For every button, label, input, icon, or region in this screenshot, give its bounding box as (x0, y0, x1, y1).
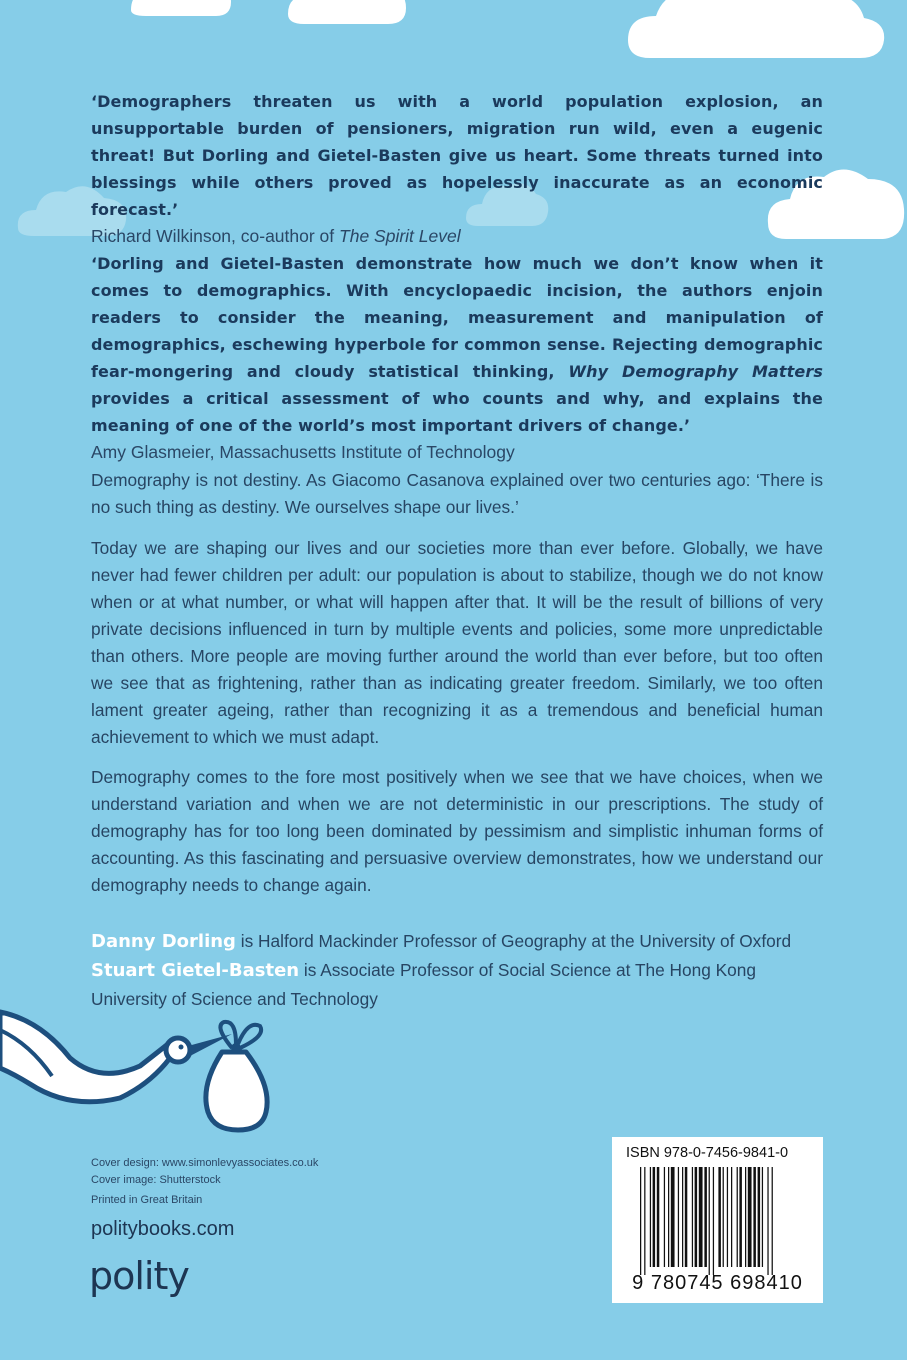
cloud-top-right (620, 0, 890, 62)
barcode-bar (653, 1167, 656, 1267)
barcode-bar (685, 1167, 688, 1267)
barcode-bar (758, 1167, 761, 1267)
barcode-bar (699, 1167, 703, 1267)
cover-design-credit: Cover design: www.simonlevyassociates.co.uk (91, 1157, 319, 1169)
author-name: Stuart Gietel-Basten (91, 960, 300, 981)
barcode-bar (737, 1167, 738, 1267)
barcode-bar (668, 1167, 669, 1267)
barcode-bar (753, 1167, 756, 1267)
barcode-bar (640, 1167, 641, 1275)
barcode-bar (748, 1167, 752, 1267)
description-paragraph-1: Demography is not destiny. As Giacomo Casanova explained over two centuries ago: ‘There is no such thing as destiny. We ourselves shape our lives.’ (91, 470, 823, 517)
barcode-bar (709, 1167, 710, 1275)
barcode-bar (664, 1167, 665, 1267)
barcode-bar (682, 1167, 683, 1267)
isbn-label: ISBN 978-0-7456-9841-0 (626, 1145, 789, 1161)
barcode-bar (678, 1167, 679, 1267)
quote-glasmeier (91, 250, 823, 465)
barcode-bar (692, 1167, 693, 1267)
description-3 (91, 764, 823, 899)
barcode-bar (695, 1167, 698, 1267)
description-paragraph-3: Demography comes to the fore most positively when we see that we have choices, when we understand variation and when we are not deterministic in our prescriptions. The study of demography has for too long been dominated by pessimism and simplistic inhuman forms of accounting. As this fascinating and persuasive overview demonstrates, how we understand our demography needs to change again. (91, 767, 823, 895)
publisher-website: politybooks.com (91, 1218, 235, 1240)
isbn-barcode (612, 1137, 823, 1303)
quote-text: ‘Dorling and Gietel-Basten demonstrate how much we don’t know when it comes to demographics. With encyclopaedic incision, the authors enjoin readers to consider the meaning, measurement and manipulation of demographics, eschewing hyperbole for common sense. Rejecting demographic fear-mongering and cloudy statistical thinking, Why Demography Matters provides a critical assessment of who counts and why, and explains the meaning of one of the world’s most important drivers of change.’ (91, 254, 823, 435)
quote-attribution: Amy Glasmeier, Massachusetts Institute of Technology (91, 442, 515, 462)
author-name: Danny Dorling (91, 931, 236, 952)
barcode-bar (739, 1167, 742, 1267)
cloud-top-middle (282, 0, 412, 28)
isbn-digits: 9 780745 698410 (632, 1272, 803, 1294)
author-bio-dorling: Danny Dorling is Halford Mackinder Professor of Geography at the University of Oxford (91, 931, 792, 952)
cloud-top-left (126, 0, 236, 20)
barcode-bar (731, 1167, 732, 1267)
printed-in-credit: Printed in Great Britain (91, 1194, 203, 1206)
description-2 (91, 535, 823, 751)
barcode-bar (713, 1167, 714, 1275)
description-paragraph-2: Today we are shaping our lives and our societies more than ever before. Globally, we have never had fewer children per adult: our population is about to stabilize, though we do not know when or at what number, or what will happen after that. It will be the result of billions of very private decisions influenced in turn by multiple events and policies, some more unpredictable than others. More people are moving further around the world than ever before, but too often we see that as frightening, rather than as indicating greater freedom. Similarly, we too often lament greater ageing, rather than recognizing it as a tremendous and beneficial human achievement to which we must adapt. (91, 538, 823, 747)
barcode-bar (657, 1167, 660, 1267)
polity-logo: polity (89, 1254, 189, 1298)
barcode-bar (718, 1167, 721, 1267)
author-bio-gietel-basten: Stuart Gietel-Basten is Associate Professor of Social Science at The Hong Kong University of Science and Technology (91, 960, 757, 1009)
barcode-bar (745, 1167, 746, 1267)
barcode-bars (640, 1167, 810, 1277)
barcode-bar (644, 1167, 645, 1275)
quote-text: ‘Demographers threaten us with a world population explosion, an unsupportable burden of pensioners, migration run wild, even a eugenic threat! But Dorling and Gietel-Basten give us heart. Some threats turned into blessings while others proved as hopelessly inaccurate as an economic forecast.’ (91, 92, 823, 219)
barcode-bar (767, 1167, 768, 1275)
quote-wilkinson (91, 88, 823, 249)
barcode-bar (772, 1167, 773, 1275)
barcode-bar (704, 1167, 707, 1267)
quote-attribution: Richard Wilkinson, co-author of The Spirit Level (91, 226, 461, 246)
barcode-bar (650, 1167, 651, 1267)
barcode-bar (727, 1167, 728, 1267)
credits (91, 1155, 318, 1209)
cover-image-credit: Cover image: Shutterstock (91, 1174, 221, 1186)
stork-illustration (0, 1000, 290, 1140)
barcode-bar (671, 1167, 675, 1267)
barcode-bar (723, 1167, 724, 1267)
description (91, 467, 823, 521)
barcode-bar (762, 1167, 763, 1267)
